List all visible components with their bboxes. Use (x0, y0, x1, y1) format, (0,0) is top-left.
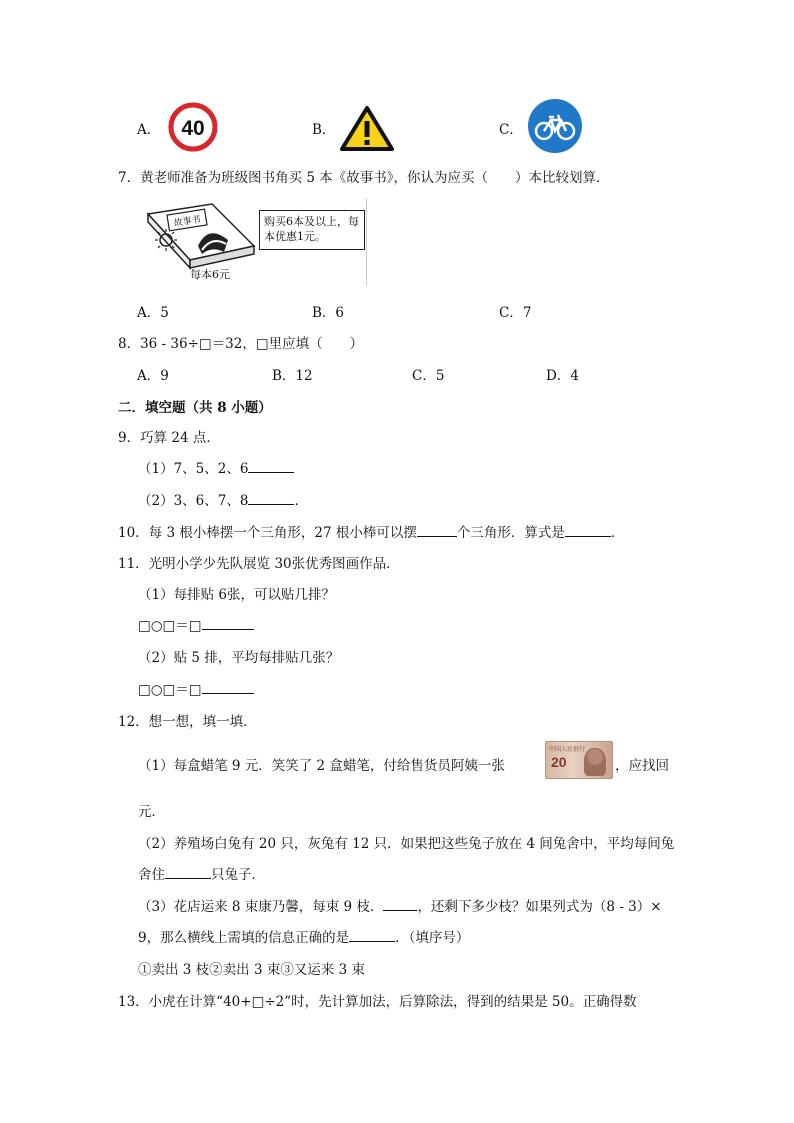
answer-blank[interactable] (565, 523, 611, 538)
q12-part-3c-text: 9，那么横线上需填的信息正确的是 (138, 930, 350, 946)
q9-part-2 (138, 489, 308, 509)
answer-blank[interactable] (165, 865, 211, 880)
price-caption: 每本6元 (190, 268, 230, 281)
banknote-header: 中国人民银行 (549, 746, 586, 753)
q10-text-b: 个三角形．算式是 (456, 525, 565, 541)
q8-option-b: B．12 (272, 368, 313, 384)
question-7-stem: 7．黄老师准备为班级图书角买 5 本《故事书》，你认为应买（ ）本比较划算． (118, 170, 610, 186)
q9-part-2-text: （2）3、6、7、8 (138, 493, 249, 509)
answer-blank[interactable] (248, 491, 294, 506)
q12-part-3b-text: ，还剩下多少枝？如果列式为（8 - 3）× (417, 899, 662, 915)
answer-blank[interactable] (202, 616, 254, 631)
formula-text: □○□＝□ (138, 618, 202, 634)
q11-formula-1 (138, 614, 254, 634)
banknote-20-yuan-icon (545, 741, 613, 779)
q12-part-3c (138, 926, 469, 946)
q7-option-a: A．5 (137, 305, 169, 321)
question-11-stem: 11．光明小学少先队展览 30张优秀图画作品． (118, 556, 400, 572)
q8-option-d: D．4 (546, 368, 579, 384)
question-13-stem: 13．小虎在计算“40+□÷2”时，先计算加法，后算除法，得到的结果是 50。正确得数 (118, 994, 637, 1010)
discount-note: 购买6本及以上，每本优惠1元。 (259, 210, 365, 250)
q12-part-2c-text: 只兔子． (211, 867, 265, 883)
question-9-stem: 9．巧算 24 点． (118, 430, 220, 446)
answer-blank[interactable] (202, 680, 254, 695)
book-price-figure (142, 198, 368, 286)
q11-part-2: （2）贴 5 排，平均每排贴几张？ (138, 650, 340, 666)
q8-option-c: C．5 (412, 368, 445, 384)
option-b-label: B． (312, 122, 336, 138)
q8-option-a: A．9 (137, 368, 169, 384)
option-a-label: A． (137, 122, 161, 138)
warning-triangle-sign-icon (339, 105, 395, 151)
question-8-stem: 8．36 - 36÷□＝32，□里应填（ ） (118, 336, 364, 352)
q11-part-1: （1）每排贴 6张，可以贴几排？ (138, 587, 335, 603)
q7-option-b: B．6 (312, 305, 345, 321)
answer-blank[interactable] (349, 928, 395, 943)
banknote-value: 20 (551, 754, 567, 770)
q12-part-1c: 元． (138, 804, 165, 820)
speed-limit-text: 40 (181, 117, 205, 140)
speed-limit-40-sign-icon (168, 102, 218, 152)
q12-choices: ①卖出 3 枝②卖出 3 束③又运来 3 束 (138, 962, 366, 978)
question-10 (118, 521, 624, 541)
q12-part-1a: （1）每盒蜡笔 9 元．笑笑了 2 盒蜡笔，付给售货员阿姨一张 (138, 758, 505, 774)
option-c-label: C． (499, 122, 523, 138)
answer-blank[interactable] (417, 523, 457, 538)
book-title: 故事书 (173, 214, 202, 230)
q9-part-1-text: （1）7、5、2、6 (138, 461, 249, 477)
section-heading: 二．填空题（共 8 小题） (118, 400, 272, 416)
q10-text-a: 10．每 3 根小棒摆一个三角形，27 根小棒可以摆 (118, 525, 417, 541)
q9-part-1 (138, 457, 294, 477)
q12-part-3d-text: ．（填序号） (395, 930, 470, 946)
q12-part-3a (138, 895, 662, 915)
q12-part-2a: （2）养殖场白兔有 20 只，灰兔有 12 只．如果把这些兔子放在 4 间兔舍中，平均每间兔 (138, 836, 675, 852)
q12-part-2b (138, 863, 265, 883)
q10-text-c: ． (610, 525, 625, 541)
answer-blank[interactable] (248, 459, 294, 474)
q11-formula-2 (138, 678, 254, 698)
q12-part-2b-text: 舍住 (138, 867, 165, 883)
story-book-icon (142, 202, 262, 272)
formula-text: □○□＝□ (138, 682, 202, 698)
bicycle-lane-sign-icon (527, 98, 583, 154)
q9-part-2-end: ． (294, 493, 308, 509)
q12-part-3a-text: （3）花店运来 8 束康乃馨，每束 9 枝． (138, 899, 384, 915)
q12-part-1b: ，应找回 (615, 758, 669, 774)
q7-option-c: C．7 (499, 305, 532, 321)
question-12-stem: 12．想一想，填一填． (118, 714, 257, 730)
answer-blank[interactable] (383, 897, 417, 912)
